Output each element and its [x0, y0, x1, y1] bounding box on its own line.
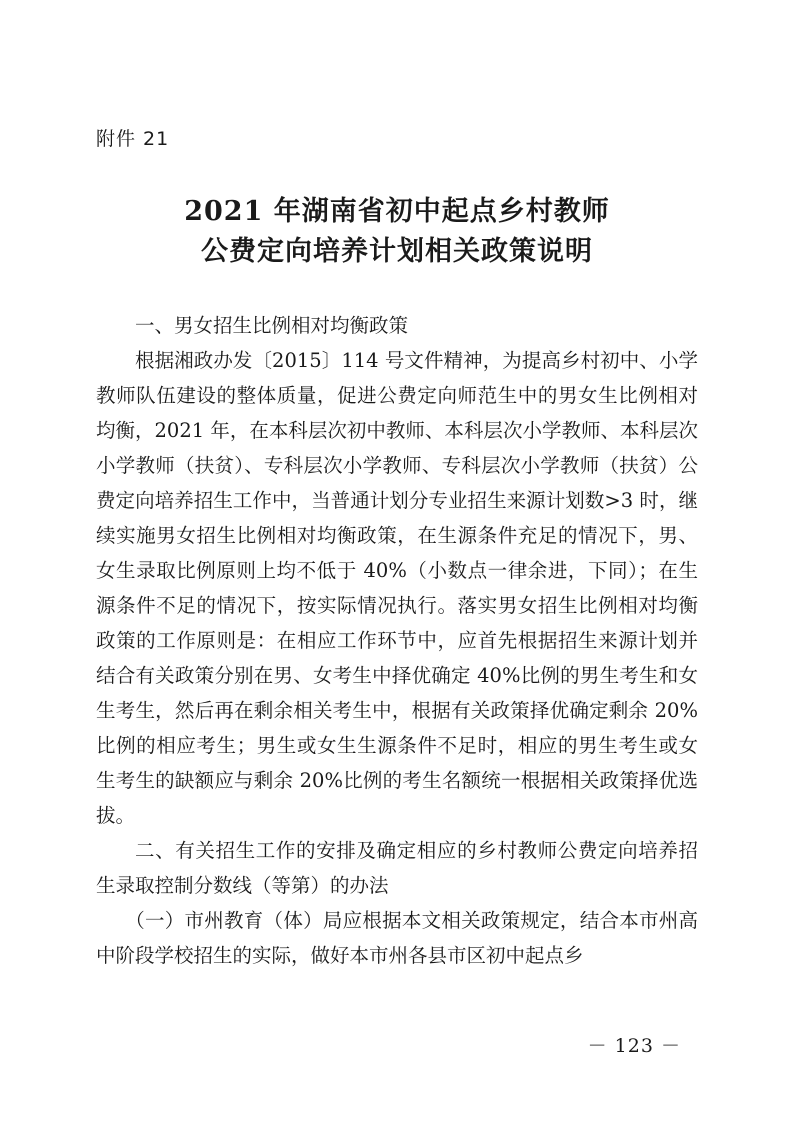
section-2-heading: 二、有关招生工作的安排及确定相应的乡村教师公费定向培养招生录取控制分数线（等第）的办法 — [96, 839, 698, 897]
annex-label: 附件 21 — [96, 128, 170, 150]
page-number: － 123 － — [587, 1035, 681, 1057]
document-body — [96, 308, 698, 973]
title-line-1: 2021 年湖南省初中起点乡村教师 — [184, 196, 610, 227]
document-title — [96, 192, 698, 272]
section-1-paragraph: 根据湘政办发〔2015〕114 号文件精神，为提高乡村初中、小学教师队伍建设的整体质量，促进公费定向师范生中的男女生比例相对均衡，2021 年，在本科层次初中教师、本科层次小学教师、本科层次小学教师（扶贫）、专科层次小学教师、专科层次小学教师（扶贫）公费定向培养招生工作中，当普通计划分专业招生来源计划数>3 时，继续实施男女招生比例相对均衡政策，在生源条件充足的情况下，男、女生录取比例原则上均不低于 40%（小数点一律余进，下同）；在生源条件不足的情况下，按实际情况执行。落实男女招生比例相对均衡政策的工作原则是：在相应工作环节中，应首先根据招生来源计划并结合有关政策分别在男、女考生中择优确定 40%比例的男生考生和女生考生，然后再在剩余相关考生中，根据有关政策择优确定剩余 20%比例的相应考生；男生或女生生源条件不足时，相应的男生考生或女生考生的缺额应与剩余 20%比例的考生名额统一根据相关政策择优选拔。 — [96, 349, 698, 827]
title-line-2: 公费定向培养计划相关政策说明 — [201, 236, 593, 267]
section-2-paragraph: （一）市州教育（体）局应根据本文相关政策规定，结合本市州高中阶段学校招生的实际，做好本市州各县市区初中起点乡 — [96, 909, 698, 967]
section-1-heading: 一、男女招生比例相对均衡政策 — [135, 314, 409, 337]
